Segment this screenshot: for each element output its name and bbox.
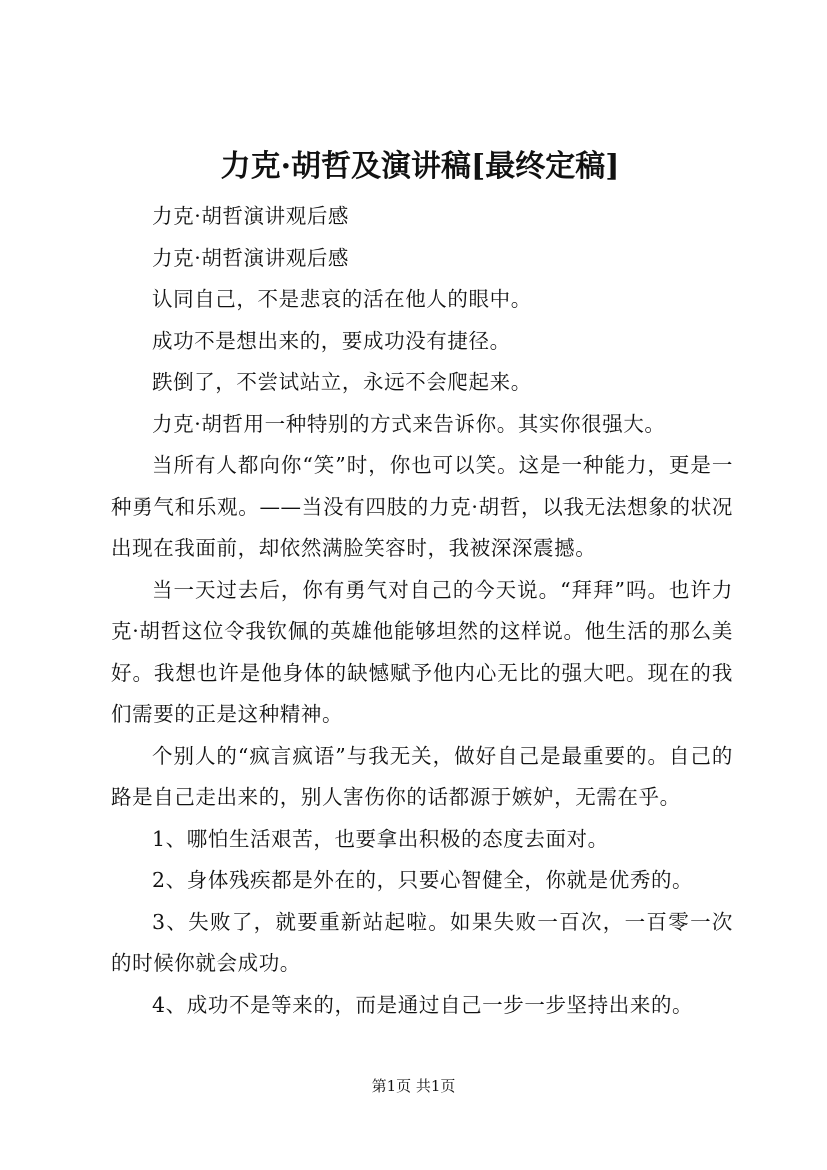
list-item: 3、失败了，就要重新站起啦。如果失败一百次，一百零一次的时候你就会成功。 [111,909,733,975]
page-footer: 第1页 共1页 [371,1077,456,1095]
paragraph: 当一天过去后，你有勇气对自己的今天说。“拜拜”吗。也许力克·胡哲这位令我钦佩的英雄他能够坦然的这样说。他生活的那么美好。我想也许是他身体的缺憾赋予他内心无比的强大吧。现在的我们需要的正是这种精神。 [111,577,733,726]
paragraph: 力克·胡哲用一种特别的方式来告诉你。其实你很强大。 [152,411,666,436]
list-item: 2、身体残疾都是外在的，只要心智健全，你就是优秀的。 [152,868,694,892]
paragraph: 成功不是想出来的，要成功没有捷径。 [152,328,511,353]
paragraph: 力克·胡哲演讲观后感 [152,204,350,228]
document-body [111,196,733,1026]
paragraph: 认同自己，不是悲哀的活在他人的眼中。 [152,287,532,311]
paragraph: 力克·胡哲演讲观后感 [152,245,350,270]
list-item: 4、成功不是等来的，而是通过自己一步一步坚持出来的。 [152,992,694,1017]
paragraph: 跌倒了，不尝试站立，永远不会爬起来。 [152,370,532,394]
list-item: 1、哪怕生活艰苦，也要拿出积极的态度去面对。 [152,826,609,851]
paragraph: 个别人的“疯言疯语”与我无关，做好自己是最重要的。自己的路是自己走出来的，别人害伤你的话都源于嫉妒，无需在乎。 [111,743,733,809]
paragraph: 当所有人都向你“笑”时，你也可以笑。这是一种能力，更是一种勇气和乐观。——当没有四肢的力克·胡哲，以我无法想象的状况出现在我面前，却依然满脸笑容时，我被深深震撼。 [111,453,733,560]
document-title: 力克·胡哲及演讲稿[最终定稿] [220,149,620,184]
